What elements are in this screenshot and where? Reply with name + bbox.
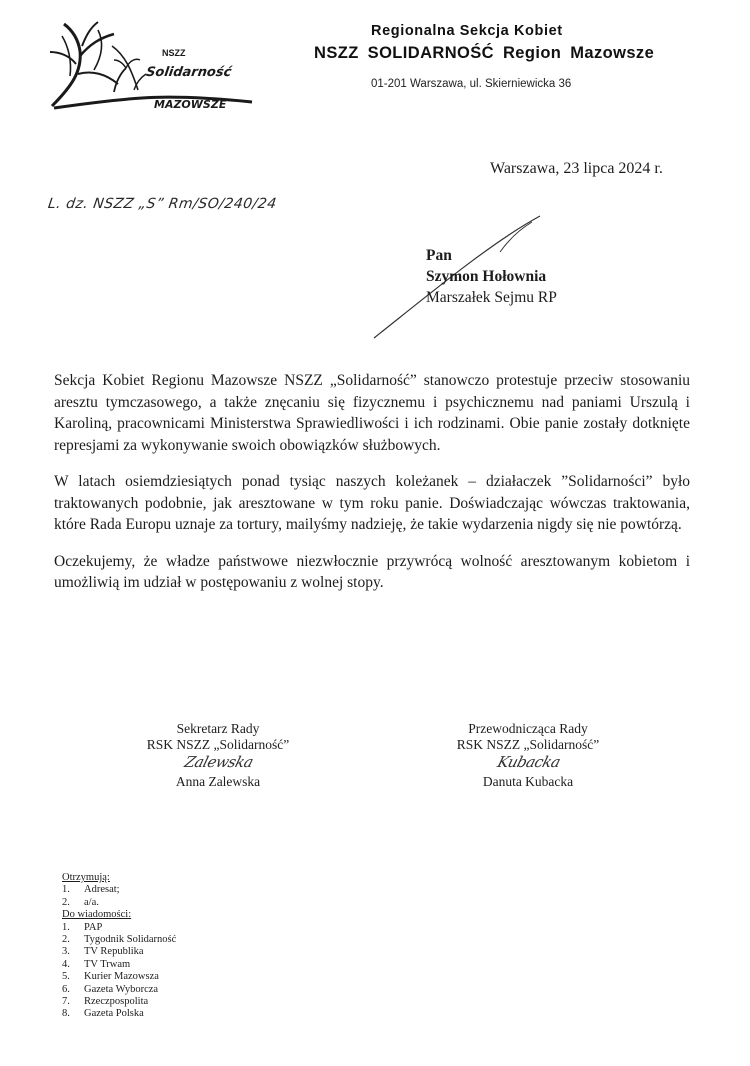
item-text: TV Trwam	[84, 958, 131, 970]
addressee-name: Szymon Hołownia	[426, 268, 547, 285]
addressee-salutation: Pan	[426, 247, 452, 264]
signatory-role: Przewodnicząca Rady	[468, 721, 588, 736]
handwritten-reference-number: L. dz. NSZZ „S” Rm/SO/240/24	[46, 196, 278, 212]
item-text: Adresat;	[84, 884, 120, 896]
body-paragraph-2: W latach osiemdziesiątych ponad tysiąc naszych koleżanek – działaczek ”Solidarności” było traktowanych podobnie, jak aresztowane w tym roku panie. Doświadczając wówczas traktowania, które Rada Europu uznaje za tortury, mailyśmy nadzieję, że takie wydarzenia nigdy się nie powtórzą.	[54, 473, 690, 533]
body-paragraph-3: Oczekujemy, że władze państwowe niezwłocznie przywrócą wolność aresztowanym kobietom i umożliwią im udział w postępowaniu z wolnej stopy.	[54, 552, 690, 591]
logo-text-nszz: NSZZ	[162, 48, 186, 58]
handwritten-signature: Zalewska	[182, 753, 256, 771]
list-item	[62, 1008, 176, 1020]
list-item	[62, 971, 176, 983]
cc-heading: Do wiadomości:	[62, 909, 132, 921]
signatory-name: Danuta Kubacka	[482, 774, 574, 789]
item-text: Gazeta Polska	[84, 1008, 144, 1020]
list-item	[62, 996, 176, 1008]
logo-text-mazowsze: MAZOWSZE	[154, 98, 227, 111]
list-item	[62, 984, 176, 996]
list-item	[62, 922, 176, 934]
recipients-heading: Otrzymują:	[62, 872, 110, 883]
item-text: Kurier Mazowsza	[84, 971, 159, 983]
organization-address: 01-201 Warszawa, ul. Skierniewicka 36	[371, 78, 572, 90]
list-item	[62, 884, 176, 896]
item-number: 1.	[62, 884, 70, 896]
signatory-name: Anna Zalewska	[175, 774, 261, 789]
letter-body	[54, 370, 690, 609]
item-text: a/a.	[84, 896, 99, 908]
item-number: 4.	[62, 958, 70, 970]
item-text: Gazeta Wyborcza	[84, 983, 159, 995]
organization-logo	[42, 16, 264, 112]
signatory-organization: RSK NSZZ „Solidarność”	[456, 737, 600, 752]
signatory-role: Sekretarz Rady	[176, 721, 260, 736]
item-number: 7.	[62, 996, 70, 1008]
item-number: 8.	[62, 1008, 70, 1020]
recipients-list	[62, 872, 176, 1021]
body-paragraph-1: Sekcja Kobiet Regionu Mazowsze NSZZ „Solidarność” stanowczo protestuje przeciw stosowaniu aresztu tymczasowego, a także znęcaniu się fizycznemu i psychicznemu nad paniami Urszulą i Karoliną, pracownicami Ministerstwa Sprawiedliwości i ich rodzinami. Obie panie zostały dotknięte represjami za wykonywanie swoich obowiązków służbowych.	[54, 372, 690, 454]
list-item	[62, 934, 176, 946]
organization-section-name: Regionalna Sekcja Kobiet	[371, 23, 563, 39]
item-text: PAP	[84, 921, 103, 933]
addressee-block	[426, 245, 557, 308]
letter-date: Warszawa, 23 lipca 2024 r.	[490, 160, 663, 177]
item-number: 2.	[62, 896, 70, 908]
organization-name: NSZZ SOLIDARNOŚĆ Region Mazowsze	[314, 44, 655, 62]
willow-tree-logo-graphic	[42, 16, 264, 112]
item-number: 1.	[62, 921, 70, 933]
item-number: 2.	[62, 934, 70, 946]
logo-text-solidarnosc: Solidarność	[145, 65, 233, 80]
addressee-title: Marszałek Sejmu RP	[426, 289, 557, 306]
list-item	[62, 946, 176, 958]
item-number: 5.	[62, 971, 70, 983]
item-text: Rzeczpospolita	[84, 996, 149, 1008]
signatory-organization: RSK NSZZ „Solidarność”	[146, 737, 290, 752]
handwritten-signature: Kubacka	[495, 753, 563, 771]
item-number: 3.	[62, 946, 70, 958]
item-text: Tygodnik Solidarność	[84, 934, 177, 946]
list-item	[62, 959, 176, 971]
list-item	[62, 897, 176, 909]
item-number: 6.	[62, 983, 70, 995]
item-text: TV Republika	[84, 946, 144, 958]
signature-block-right	[418, 721, 638, 790]
signature-block-left	[108, 721, 328, 790]
